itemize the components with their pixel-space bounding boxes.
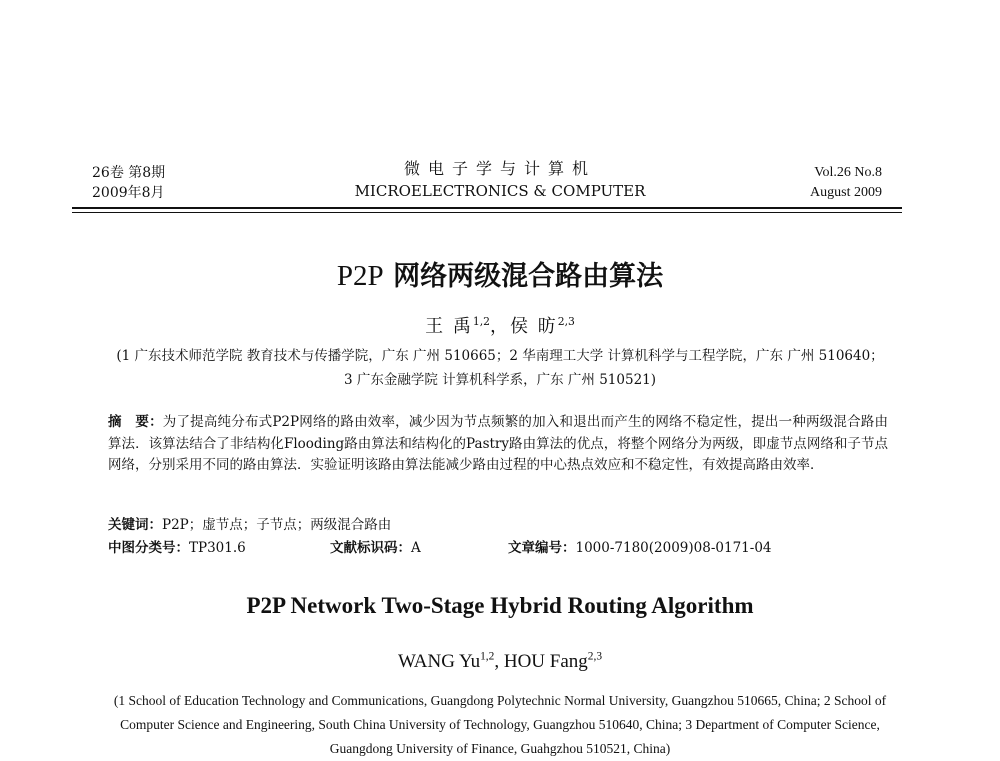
classification-line — [108, 538, 772, 558]
affiliation-en: (1 School of Education Technology and Communications, Guangdong Polytechnic Normal University, Guangzhou 510665, China; 2 School of Computer Science and Engineering, South China University of Technology, Guangzhou 510640, China; 3 Department of Computer Science, Guangdong University of Finance, Guahgzhou 510521, China) — [113, 693, 887, 756]
paper-title-cn-latin: P2P — [336, 260, 384, 292]
header-journal-cn: 微电子学与计算机 — [403, 159, 596, 178]
header-volume-en: Vol.26 No.8 — [814, 165, 882, 180]
article-number-value: 1000-7180(2009)08-0171-04 — [575, 540, 772, 556]
keywords-cn — [108, 515, 391, 535]
author-sep-en: , — [494, 651, 504, 672]
paper-title-cn-text: 网络两级混合路由算法 — [393, 261, 664, 292]
author2-en-sup: 2,3 — [587, 650, 603, 663]
affiliation-cn-line2: 3 广东金融学院 计算机科学系，广东 广州 510521) — [343, 372, 657, 388]
author1-en-sup: 1,2 — [480, 650, 495, 663]
paper-title-cn — [0, 254, 1000, 293]
article-number-label: 文章编号： — [508, 540, 576, 556]
keywords-text: P2P；虚节点；子节点；两级混合路由 — [162, 517, 392, 533]
author2-cn-sup: 2,3 — [557, 315, 575, 328]
header-rule-thin — [72, 212, 902, 213]
authors-cn — [0, 312, 1000, 338]
header-rule-thick — [72, 207, 902, 209]
author2-cn: 侯 昉 — [510, 316, 558, 337]
doc-code-item — [330, 538, 508, 558]
keywords-label: 关键词： — [108, 517, 162, 533]
author1-cn-sup: 1,2 — [472, 315, 490, 328]
authors-en — [0, 651, 1000, 673]
abstract-label: 摘 要： — [108, 414, 163, 430]
header-date-en: August 2009 — [810, 185, 882, 200]
affiliation-cn-line1: (1 广东技术师范学院 教育技术与传播学院，广东 广州 510665；2 华南理工大学 计算机科学与工程学院，广东 广州 510640； — [116, 348, 884, 364]
author-sep-cn: ， — [490, 316, 510, 337]
header-date-cn: 2009年8月 — [92, 185, 165, 201]
header-volume-cn: 26卷 第8期 — [92, 165, 166, 181]
header-volume-en-block — [810, 163, 882, 203]
doc-code-value: A — [411, 540, 421, 556]
affiliation-cn — [0, 344, 1000, 392]
paper-title-en: P2P Network Two-Stage Hybrid Routing Algorithm — [246, 593, 754, 618]
author2-en: HOU Fang — [503, 651, 588, 672]
header-journal-en: MICROELECTRONICS & COMPUTER — [354, 182, 646, 200]
clc-label: 中图分类号： — [108, 540, 189, 556]
abstract-text: 为了提高纯分布式P2P网络的路由效率，减少因为节点频繁的加入和退出而产生的网络不稳定性，提出一种两级混合路由算法．该算法结合了非结构化Flooding路由算法和结构化的Pastry路由算法的优点，将整个网络分为两级，即虚节点网络和子节点网络，分别采用不同的路由算法．实验证明该路由算法能减少路由过程的中心热点效应和不稳定性，有效提高路由效率． — [108, 414, 888, 473]
author1-cn: 王 禹 — [425, 316, 473, 337]
clc-item — [108, 538, 330, 558]
article-number-item — [508, 538, 772, 558]
author1-en: WANG Yu — [397, 651, 481, 672]
abstract-cn — [108, 412, 888, 477]
clc-value: TP301.6 — [189, 540, 246, 556]
doc-code-label: 文献标识码： — [330, 540, 411, 556]
